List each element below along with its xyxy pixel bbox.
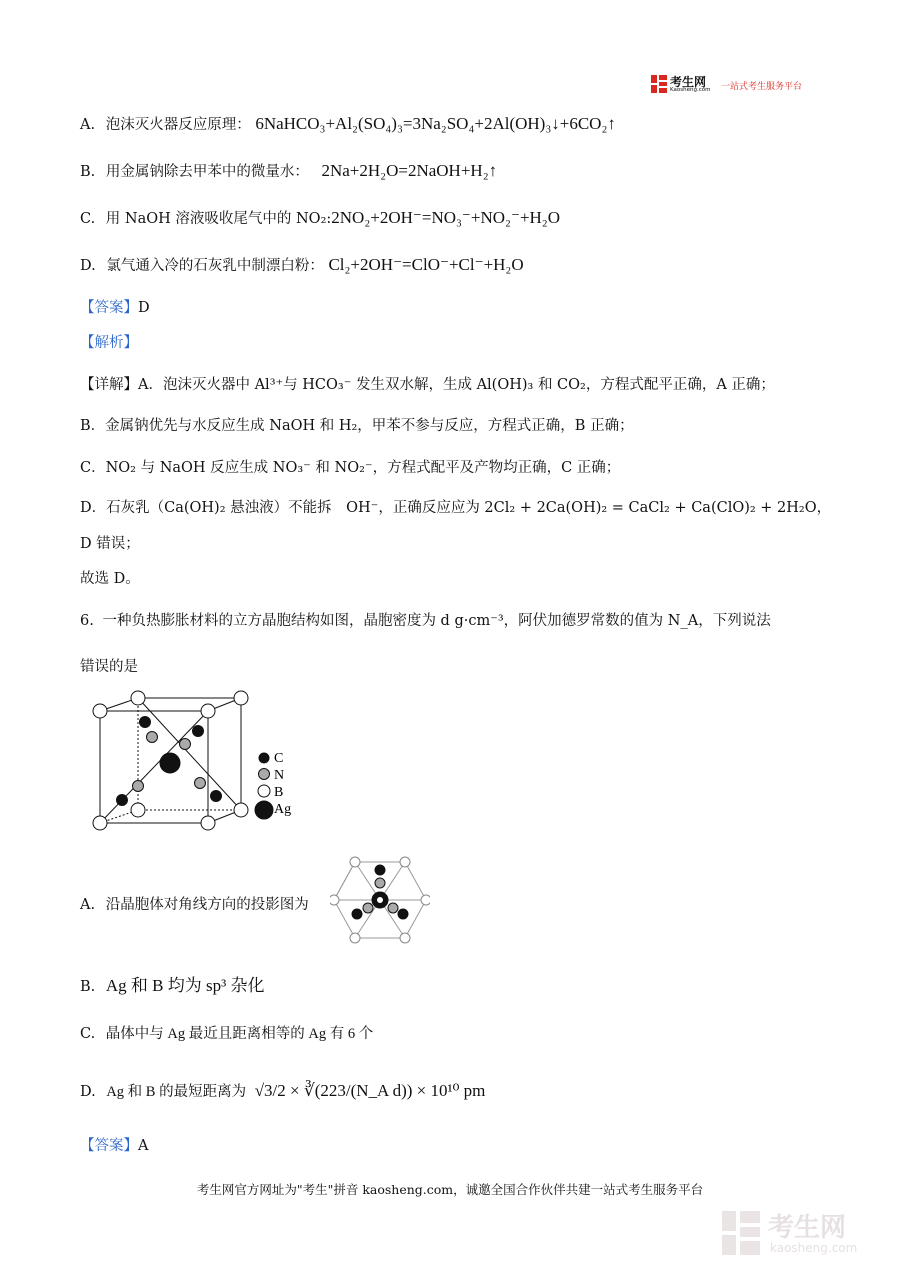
header-logo[interactable] [651, 74, 821, 96]
projection-diagram [330, 854, 430, 946]
q6-option-a-text: 沿晶胞体对角线方向的投影图为 [105, 897, 309, 913]
option-a [80, 114, 616, 135]
watermark-text: 考生网 [768, 1213, 847, 1243]
q6-option-b [80, 976, 264, 997]
answer-2-value: A [138, 1138, 149, 1154]
option-a-equation: 6NaHCO₃+Al₂(SO₄)₃=3Na₂SO₄+2Al(OH)₃↓+6CO₂↑ [255, 114, 616, 133]
legend-n: N [274, 768, 285, 783]
q6-line2: 错误的是 [80, 659, 138, 675]
option-b-label: B. [80, 164, 96, 180]
watermark [722, 1205, 872, 1261]
logo-slogan: 一站式考生服务平台 [721, 82, 803, 92]
watermark-logo-icon [722, 1211, 762, 1255]
option-b-text: 用金属钠除去甲苯中的微量水： [105, 164, 309, 180]
answer-2-tag: 【答案】 [80, 1138, 138, 1154]
detail-tag: 【详解】 [80, 377, 138, 393]
logo-brand: 考生网 [670, 75, 707, 89]
answer-1 [80, 298, 150, 318]
footer-text: 考生网官方网址为"考生"拼音 kaosheng.com，诚邀全国合作伙伴共建一站式考生服务平台 [196, 1182, 704, 1197]
q6-option-c-text: 晶体中与 Ag 最近且距离相等的 Ag 有 6 个 [105, 1026, 374, 1042]
option-a-text: 泡沫灭火器反应原理： [105, 117, 251, 133]
q6-option-d [80, 1081, 485, 1102]
q6-option-c [80, 1024, 373, 1044]
detail-a [80, 375, 775, 395]
option-b [80, 161, 497, 182]
q6-number: 6. [80, 613, 94, 629]
detail-conclusion: 故选 D。 [80, 571, 140, 587]
crystal-cell-diagram [88, 686, 308, 836]
option-a-label: A. [80, 117, 96, 133]
option-d-equation: Cl₂+2OH⁻=ClO⁻+Cl⁻+H₂O [328, 255, 524, 274]
answer-tag: 【答案】 [80, 300, 138, 316]
option-d-label: D. [80, 258, 96, 274]
option-c-text: 用 NaOH 溶液吸收尾气中的 NO₂: [105, 211, 332, 227]
detail-c: C．NO₂ 与 NaOH 反应生成 NO₃⁻ 和 NO₂⁻，方程式配平及产物均正确，C 正确； [80, 460, 621, 476]
logo-domain: Kaosheng.com [670, 87, 711, 93]
option-b-equation: 2Na+2H₂O=2NaOH+H₂↑ [321, 161, 498, 180]
answer-value: D [138, 300, 150, 316]
legend-b: B [274, 785, 284, 800]
legend-ag: Ag [274, 802, 292, 817]
q6-option-d-text: Ag 和 B 的最短距离为 [106, 1084, 247, 1100]
detail-d1: D．石灰乳（Ca(OH)₂ 悬浊液）不能拆 OH⁻，正确反应应为 2Cl₂ + 2Ca(OH)₂ = CaCl₂ + Ca(ClO)₂ + 2H₂O， [80, 500, 832, 516]
option-c-equation: 2NO₂+2OH⁻=NO₃⁻+NO₂⁻+H₂O [331, 208, 561, 227]
q6-text: 一种负热膨胀材料的立方晶胞结构如图，晶胞密度为 d g·cm⁻³，阿伏加德罗常数的值为 N_A，下列说法 [102, 613, 771, 629]
option-d-text: 氯气通入冷的石灰乳中制漂白粉： [106, 258, 324, 274]
option-d [80, 255, 524, 276]
q6-option-b-label: B. [80, 979, 96, 995]
legend-c: C [274, 751, 284, 766]
detail-a-text: A．泡沫灭火器中 Al³⁺与 HCO₃⁻ 发生双水解，生成 Al(OH)₃ 和 CO₂，方程式配平正确，A 正确； [138, 377, 775, 393]
q6-line1 [80, 611, 771, 631]
q6-option-d-formula: √3/2 × ∛(223/(N_A d)) × 10¹⁰ pm [254, 1081, 486, 1100]
q6-option-d-label: D. [80, 1084, 96, 1100]
detail-b: B．金属钠优先与水反应生成 NaOH 和 H₂，甲苯不参与反应，方程式正确，B 正确； [80, 418, 634, 434]
option-c-label: C. [80, 211, 96, 227]
q6-option-a-label: A. [80, 897, 96, 913]
q6-option-a [80, 895, 309, 915]
q6-option-b-text: Ag 和 B 均为 sp³ 杂化 [105, 976, 265, 995]
logo-icon [651, 75, 667, 93]
analysis-tag: 【解析】 [80, 335, 138, 351]
watermark-domain: kaosheng.com [770, 1241, 858, 1255]
detail-d2: D 错误； [80, 536, 140, 552]
q6-option-c-label: C. [80, 1026, 96, 1042]
answer-2 [80, 1136, 148, 1156]
option-c [80, 208, 560, 229]
